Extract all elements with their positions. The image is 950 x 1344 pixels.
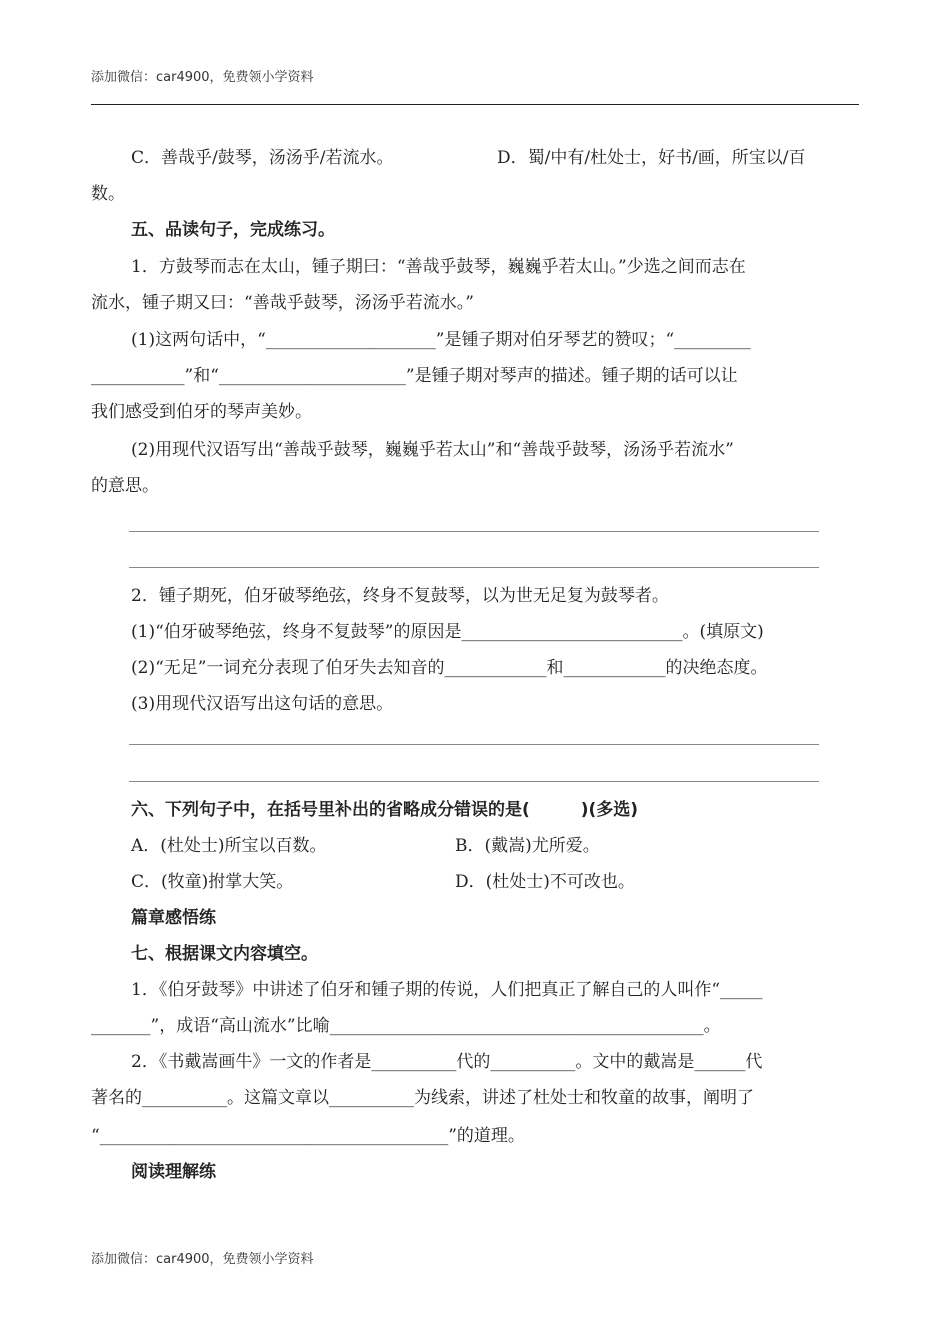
section-five-heading: 五、品读句子，完成练习。 [131, 220, 335, 240]
q5-1-sub1-cont2: 我们感受到伯牙的琴声美妙。 [91, 402, 312, 422]
option-c-row [131, 140, 859, 176]
q7-2-text-cont2: “_________________________________________”的道理。 [91, 1126, 525, 1146]
option-c2-text: C．(牧童)拊掌大笑。 [131, 872, 294, 892]
subsection-heading-reading: 阅读理解练 [131, 1162, 216, 1182]
q5-1-passage: 1．方鼓琴而志在太山，锺子期曰：“善哉乎鼓琴，巍巍乎若太山。”少选之间而志在 [131, 257, 746, 277]
q5-2-sub1: (1)“伯牙破琴绝弦，终身不复鼓琴”的原因是__________________________。(填原文) [131, 622, 764, 642]
options-cd-row [131, 864, 859, 900]
q5-1-sub2: (2)用现代汉语写出“善哉乎鼓琴，巍巍乎若太山”和“善哉乎鼓琴，汤汤乎若流水” [131, 440, 734, 460]
q5-2-sub3: (3)用现代汉语写出这句话的意思。 [131, 694, 394, 714]
q7-2-text: 2．《书戴嵩画牛》一文的作者是__________代的__________。文中的戴嵩是______代 [131, 1052, 763, 1072]
option-b-text: B．(戴嵩)尤所爱。 [455, 836, 600, 856]
answer-line[interactable] [129, 781, 819, 782]
option-d-continuation: 数。 [91, 184, 125, 204]
subsection-heading-insight: 篇章感悟练 [131, 908, 216, 928]
page-footer: 添加微信：car4900，免费领小学资料 [91, 1252, 314, 1267]
q7-1-text-cont: _______”，成语“高山流水”比喻____________________________________________。 [91, 1016, 721, 1036]
option-c-text: C．善哉乎/鼓琴，汤汤乎/若流水。 [131, 148, 394, 168]
q7-2-text-cont: 著名的__________。这篇文章以__________为线索，讲述了杜处士和牧童的故事，阐明了 [91, 1088, 754, 1108]
q5-2-passage: 2．锺子期死，伯牙破琴绝弦，终身不复鼓琴，以为世无足复为鼓琴者。 [131, 586, 669, 606]
q5-1-sub2-cont: 的意思。 [91, 476, 159, 496]
header-divider [91, 104, 859, 105]
section-six-heading: 六、下列句子中，在括号里补出的省略成分错误的是( )(多选) [131, 800, 639, 820]
q5-1-sub1: (1)这两句话中，“____________________”是锺子期对伯牙琴艺的赞叹；“_________ [131, 330, 751, 350]
answer-line[interactable] [129, 744, 819, 745]
q7-1-text: 1．《伯牙鼓琴》中讲述了伯牙和锺子期的传说，人们把真正了解自己的人叫作“_____ [131, 980, 763, 1000]
q5-2-sub2: (2)“无足”一词充分表现了伯牙失去知音的____________和____________的决绝态度。 [131, 658, 768, 678]
page-header: 添加微信：car4900，免费领小学资料 [91, 70, 314, 85]
answer-line[interactable] [129, 567, 819, 568]
option-a-text: A．(杜处士)所宝以百数。 [131, 836, 327, 856]
q5-1-sub1-cont: ___________”和“______________________”是锺子期对琴声的描述。锺子期的话可以让 [91, 366, 738, 386]
answer-line[interactable] [129, 531, 819, 532]
section-seven-heading: 七、根据课文内容填空。 [131, 944, 318, 964]
option-d2-text: D．(杜处士)不可改也。 [455, 872, 635, 892]
q5-1-passage-cont: 流水，锺子期又曰：“善哉乎鼓琴，汤汤乎若流水。” [91, 293, 474, 313]
option-d-text: D．蜀/中有/杜处士，好书/画，所宝以/百 [497, 148, 806, 168]
options-ab-row [131, 828, 859, 864]
